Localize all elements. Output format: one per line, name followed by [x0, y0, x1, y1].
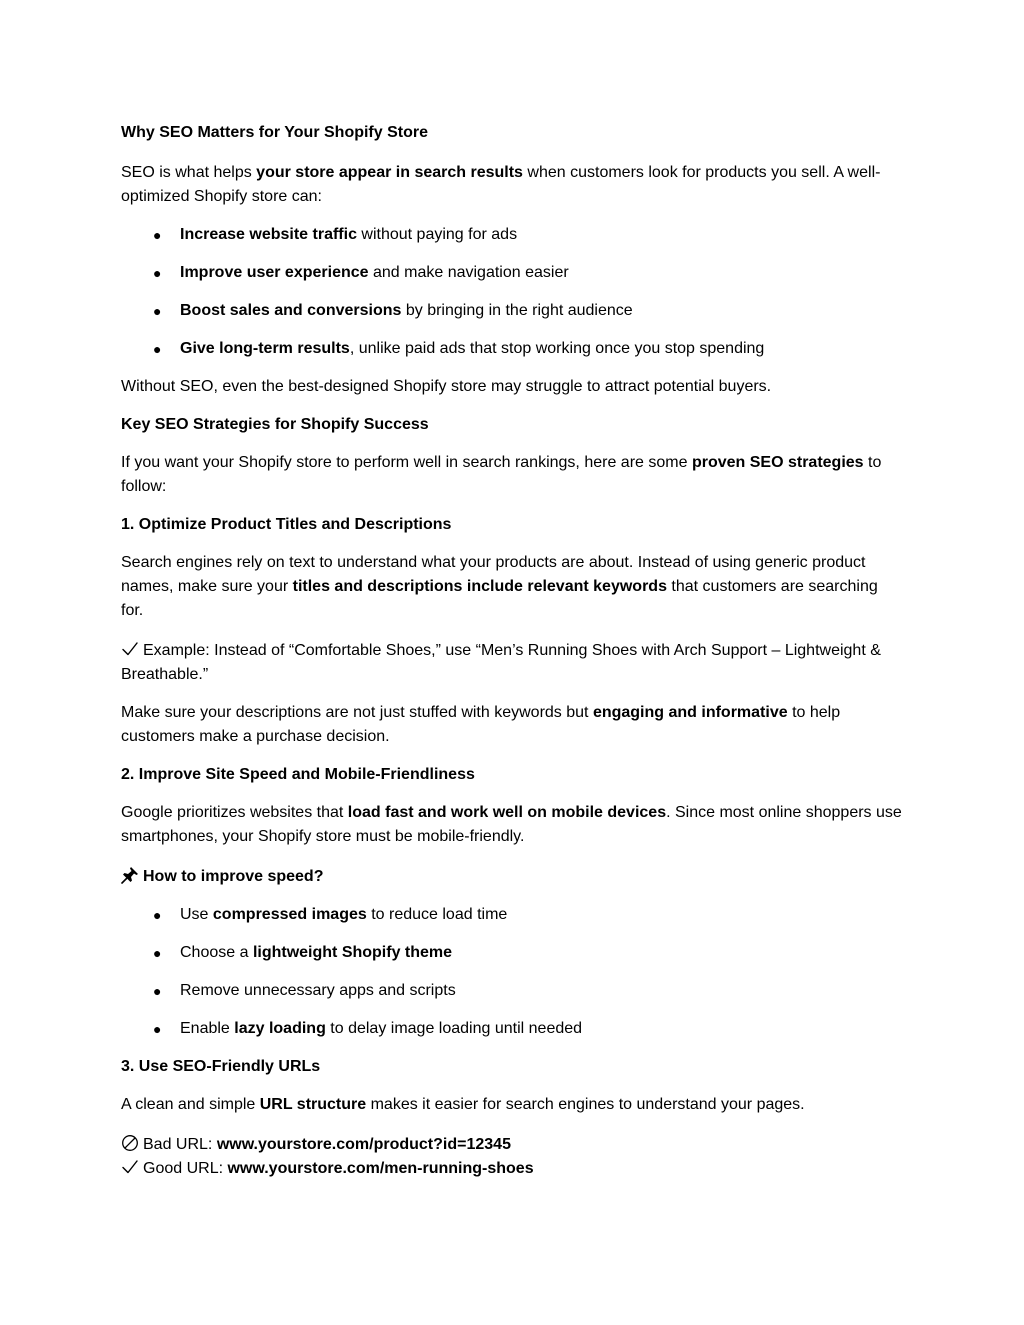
list-item: ● Use compressed images to reduce load time	[121, 903, 904, 927]
speed-tips-list	[121, 903, 904, 1041]
good-url-line: Good URL: www.yourstore.com/men-running-shoes	[121, 1157, 904, 1181]
check-mark-icon	[121, 1158, 139, 1176]
prohibited-icon	[121, 1134, 139, 1152]
bullet-dot-icon: ●	[153, 1021, 162, 1037]
paragraph-search-engines: Search engines rely on text to understand what your products are about. Instead of using generic product names, make sure your titles and descriptions include relevant keywords that customers are searching for.	[121, 554, 878, 619]
bullet-dot-icon: ●	[153, 227, 162, 243]
heading-seo-urls: 3. Use SEO-Friendly URLs	[121, 1058, 321, 1075]
list-item: ● Improve user experience and make navigation easier	[121, 261, 904, 285]
heading-site-speed: 2. Improve Site Speed and Mobile-Friendliness	[121, 766, 475, 783]
list-item: ● Give long-term results, unlike paid ads that stop working once you stop spending	[121, 337, 904, 361]
heading-why-seo: Why SEO Matters for Your Shopify Store	[121, 124, 428, 141]
check-mark-icon	[121, 640, 139, 658]
paragraph-google-prioritizes: Google prioritizes websites that load fast and work well on mobile devices. Since most online shoppers use smartphones, your Shopify store must be mobile-friendly.	[121, 804, 902, 845]
heading-optimize-titles: 1. Optimize Product Titles and Descriptions	[121, 516, 452, 533]
heading-key-strategies: Key SEO Strategies for Shopify Success	[121, 416, 429, 433]
list-item: ● Increase website traffic without paying for ads	[121, 223, 904, 247]
paragraph-without-seo: Without SEO, even the best-designed Shopify store may struggle to attract potential buyers.	[121, 378, 772, 395]
benefits-list	[121, 223, 904, 361]
bad-url-line: Bad URL: www.yourstore.com/product?id=12345	[121, 1133, 904, 1157]
bullet-dot-icon: ●	[153, 341, 162, 357]
url-examples	[121, 1133, 904, 1181]
paragraph-strategies-intro: If you want your Shopify store to perform well in search rankings, here are some proven SEO strategies to follow:	[121, 454, 882, 495]
paragraph-seo-intro: SEO is what helps your store appear in search results when customers look for products you sell. A well-optimized Shopify store can:	[121, 164, 881, 205]
bullet-dot-icon: ●	[153, 983, 162, 999]
paragraph-example: Example: Instead of “Comfortable Shoes,” use “Men’s Running Shoes with Arch Support – Lightweight & Breathable.”	[121, 642, 881, 683]
paragraph-url-structure: A clean and simple URL structure makes it easier for search engines to understand your pages.	[121, 1096, 805, 1113]
bullet-dot-icon: ●	[153, 303, 162, 319]
list-item: ● Choose a lightweight Shopify theme	[121, 941, 904, 965]
pushpin-icon	[121, 866, 139, 884]
paragraph-descriptions: Make sure your descriptions are not just stuffed with keywords but engaging and informative to help customers make a purchase decision.	[121, 704, 841, 745]
bullet-dot-icon: ●	[153, 265, 162, 281]
list-item: ● Remove unnecessary apps and scripts	[121, 979, 904, 1003]
list-item: ● Enable lazy loading to delay image loading until needed	[121, 1017, 904, 1041]
subheading-improve-speed: How to improve speed?	[121, 865, 904, 889]
list-item: ● Boost sales and conversions by bringing in the right audience	[121, 299, 904, 323]
bullet-dot-icon: ●	[153, 945, 162, 961]
bullet-dot-icon: ●	[153, 907, 162, 923]
